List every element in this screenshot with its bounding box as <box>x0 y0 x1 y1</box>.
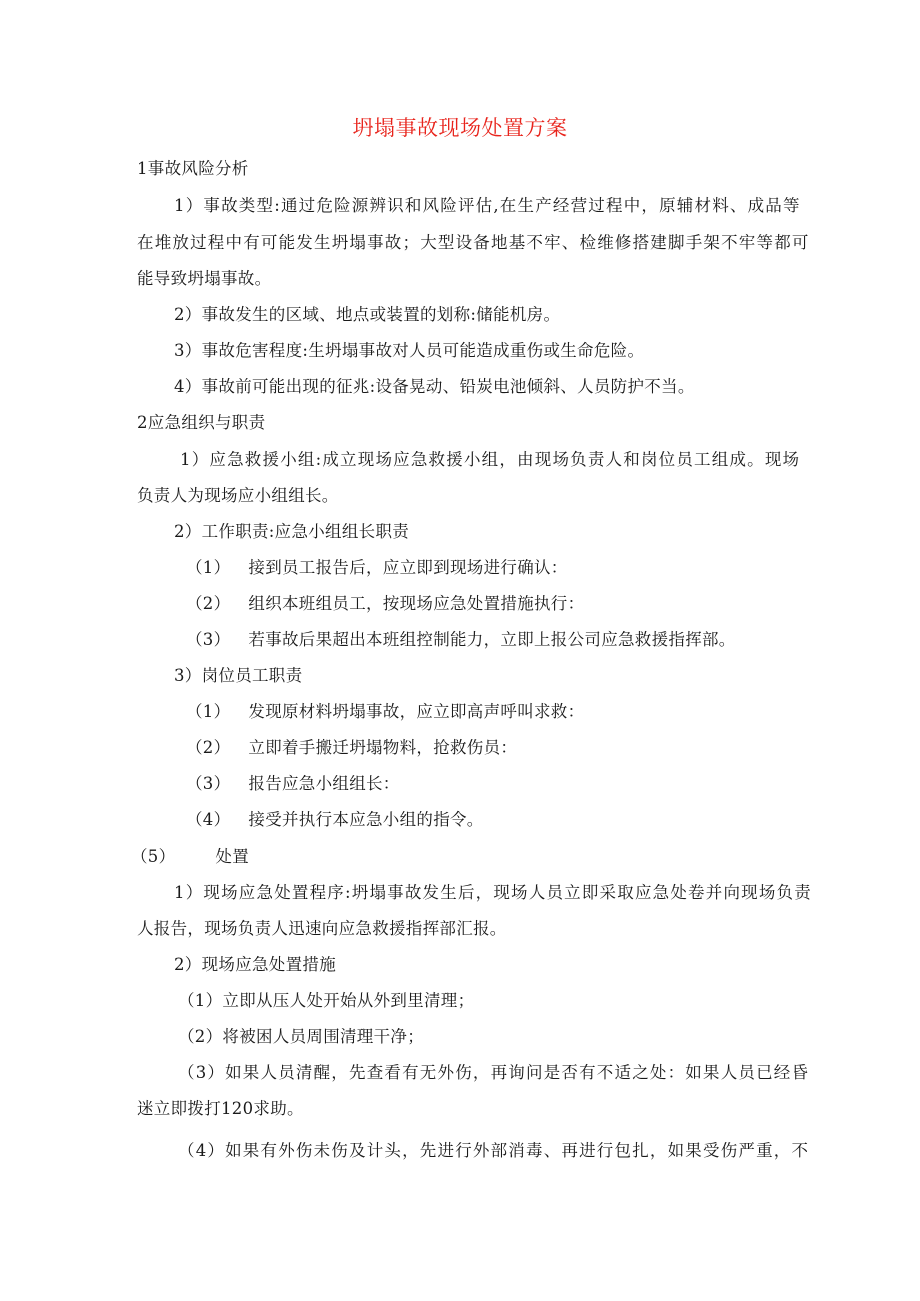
list-item <box>186 809 484 831</box>
section-title: 处置 <box>215 847 250 866</box>
list-item-number: （1） <box>186 702 231 721</box>
list-item <box>186 557 568 579</box>
list-item-number: （2） <box>186 594 231 613</box>
paragraph-line: 2）工作职责:应急小组组长职责 <box>174 522 410 541</box>
list-item: （2）将被困人员周围清理干净； <box>178 1027 424 1046</box>
paragraph-line: 1）事故类型:通过危险源辨识和风险评估,在生产经营过程中，原辅材料、成品等 <box>174 196 801 215</box>
list-item <box>186 773 400 795</box>
paragraph-line: 1）现场应急处置程序:坍塌事故发生后，现场人员立即采取应急处卷并向现场负责 <box>174 883 812 902</box>
list-item: （1）立即从压人处开始从外到里清理； <box>178 991 475 1010</box>
section-1-heading: 1事故风险分析 <box>137 159 249 178</box>
section-5-heading <box>131 846 249 868</box>
paragraph-line: 负责人为现场应小组组长。 <box>137 486 339 505</box>
list-item: （3）如果人员清醒，先查看有无外伤，再询问是否有不适之处：如果人员已经昏 <box>178 1063 810 1082</box>
list-item <box>186 737 517 759</box>
paragraph-line: 2）现场应急处置措施 <box>174 955 336 974</box>
list-item <box>186 629 736 651</box>
list-item <box>186 701 584 723</box>
paragraph-line: 迷立即拨打120求助。 <box>137 1099 304 1118</box>
paragraph-line: 3）事故危害程度:生坍塌事故对人员可能造成重伤或生命危险。 <box>174 341 645 360</box>
list-item-number: （3） <box>186 774 231 793</box>
paragraph-line: 4）事故前可能出现的征兆:设备晃动、铅炭电池倾斜、人员防护不当。 <box>174 377 695 396</box>
section-number: （5） <box>131 847 176 866</box>
section-2-heading: 2应急组织与职责 <box>137 413 266 432</box>
list-item-text: 组织本班组员工，按现场应急处置措施执行： <box>248 594 585 613</box>
paragraph-line: 人报告，现场负责人迅速向应急救援指挥部汇报。 <box>137 919 507 938</box>
paragraph-line: 2）事故发生的区域、地点或装置的划称:储能机房。 <box>174 305 561 324</box>
list-item-number: （4） <box>186 810 231 829</box>
list-item-number: （3） <box>186 630 231 649</box>
list-item-text: 接受并执行本应急小组的指令。 <box>248 810 484 829</box>
list-item <box>186 593 584 615</box>
paragraph-line: 3）岗位员工职责 <box>174 666 303 685</box>
list-item: （4）如果有外伤未伤及计头，先进行外部消毒、再进行包扎，如果受伤严重，不 <box>178 1141 810 1160</box>
document-title: 坍塌事故现场处置方案 <box>352 116 568 140</box>
list-item-number: （2） <box>186 738 231 757</box>
list-item-text: 报告应急小组组长： <box>248 774 400 793</box>
list-item-text: 立即着手搬迁坍塌物料，抢救伤员： <box>248 738 518 757</box>
paragraph-line: 1）应急救援小组:成立现场应急救援小组，由现场负责人和岗位员工组成。现场 <box>180 450 801 469</box>
list-item-text: 发现原材料坍塌事故，应立即高声呼叫求救： <box>248 702 585 721</box>
paragraph-line: 能导致坍塌事故。 <box>137 269 272 288</box>
paragraph-line: 在堆放过程中有可能发生坍塌事故；大型设备地基不牢、检维修搭建脚手架不牢等都可 <box>137 233 810 252</box>
list-item-number: （1） <box>186 558 231 577</box>
list-item-text: 若事故后果超出本班组控制能力，立即上报公司应急救援指挥部。 <box>248 630 736 649</box>
list-item-text: 接到员工报告后，应立即到现场进行确认： <box>248 558 568 577</box>
